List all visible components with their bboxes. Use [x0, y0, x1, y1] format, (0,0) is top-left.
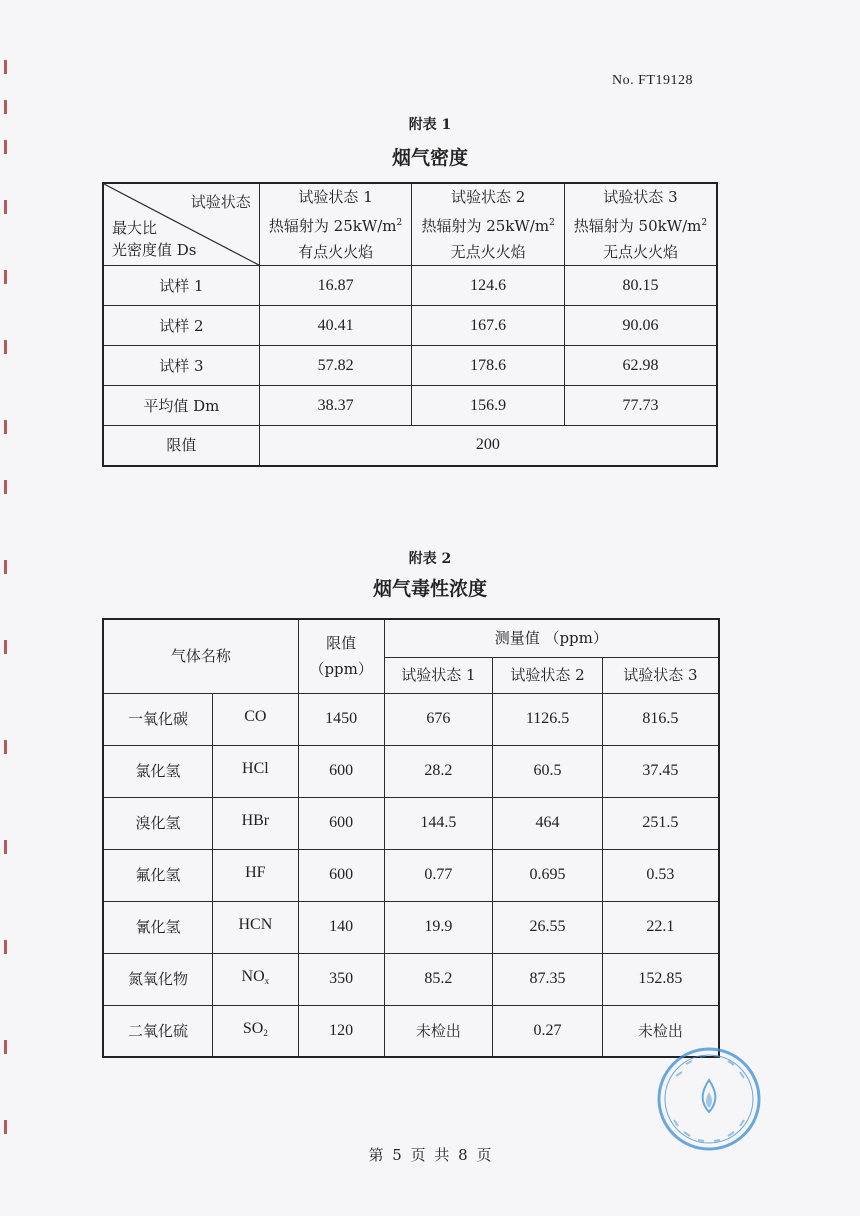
- document-number: No. FT19128: [612, 73, 693, 88]
- table2-caption-label: 附表 2: [408, 551, 452, 567]
- page-number-footer: 第 5 页 共 8 页: [368, 1146, 492, 1164]
- table-row: 试样 1 16.87 124.6 80.15: [103, 266, 717, 306]
- measured-header: 测量值 （ppm）: [384, 619, 719, 657]
- table-row: 氮氧化物 $NO_x$ 350 85.2 87.35 152.85: [103, 953, 719, 1005]
- table1-corner-header: [103, 183, 259, 266]
- state-header-3: 试验状态 3: [602, 657, 719, 693]
- state-header-1: 试验状态 1: [384, 657, 493, 693]
- table-row: 一氧化碳 CO 1450 676 1126.5 816.5: [103, 693, 719, 745]
- table-row: 氰化氢 HCN 140 19.9 26.55 22.1: [103, 901, 719, 953]
- table-row: 试样 2 40.41 167.6 90.06: [103, 306, 717, 346]
- state-header-2: 试验状态 2: [493, 657, 603, 693]
- condition-header-3: 试验状态 3 热辐射为 $50kW/m^2$ 无点火火焰: [564, 183, 717, 266]
- gas-name-header: 气体名称: [103, 619, 298, 693]
- official-seal-stamp: [656, 1046, 762, 1152]
- condition-header-2: 试验状态 2 热辐射为 $25kW/m^2$ 无点火火焰: [412, 183, 565, 266]
- table-row: 二氧化硫 $SO_2$ 120 未检出 0.27 未检出: [103, 1005, 719, 1057]
- smoke-toxicity-table: [102, 618, 720, 1058]
- limit-header: 限值 （ppm）: [298, 619, 384, 693]
- table-row: 氯化氢 HCl 600 28.2 60.5 37.45: [103, 745, 719, 797]
- corner-top-label: 试验状态: [190, 193, 251, 211]
- table-row: 平均值 Dm 38.37 156.9 77.73: [103, 386, 717, 426]
- table1-title: 烟气密度: [391, 147, 468, 169]
- table2-title: 烟气毒性浓度: [372, 578, 487, 600]
- table-row: 溴化氢 HBr 600 144.5 464 251.5: [103, 797, 719, 849]
- table-row: 氟化氢 HF 600 0.77 0.695 0.53: [103, 849, 719, 901]
- corner-bottom-label: 最大比 光密度值 Ds: [112, 219, 197, 259]
- table1-caption-label: 附表 1: [408, 117, 452, 133]
- smoke-density-table: [102, 182, 718, 467]
- condition-header-1: 试验状态 1 热辐射为 $25kW/m^2$ 有点火火焰: [259, 183, 412, 266]
- table-row: 试样 3 57.82 178.6 62.98: [103, 346, 717, 386]
- limit-row: 限值 200: [103, 426, 717, 466]
